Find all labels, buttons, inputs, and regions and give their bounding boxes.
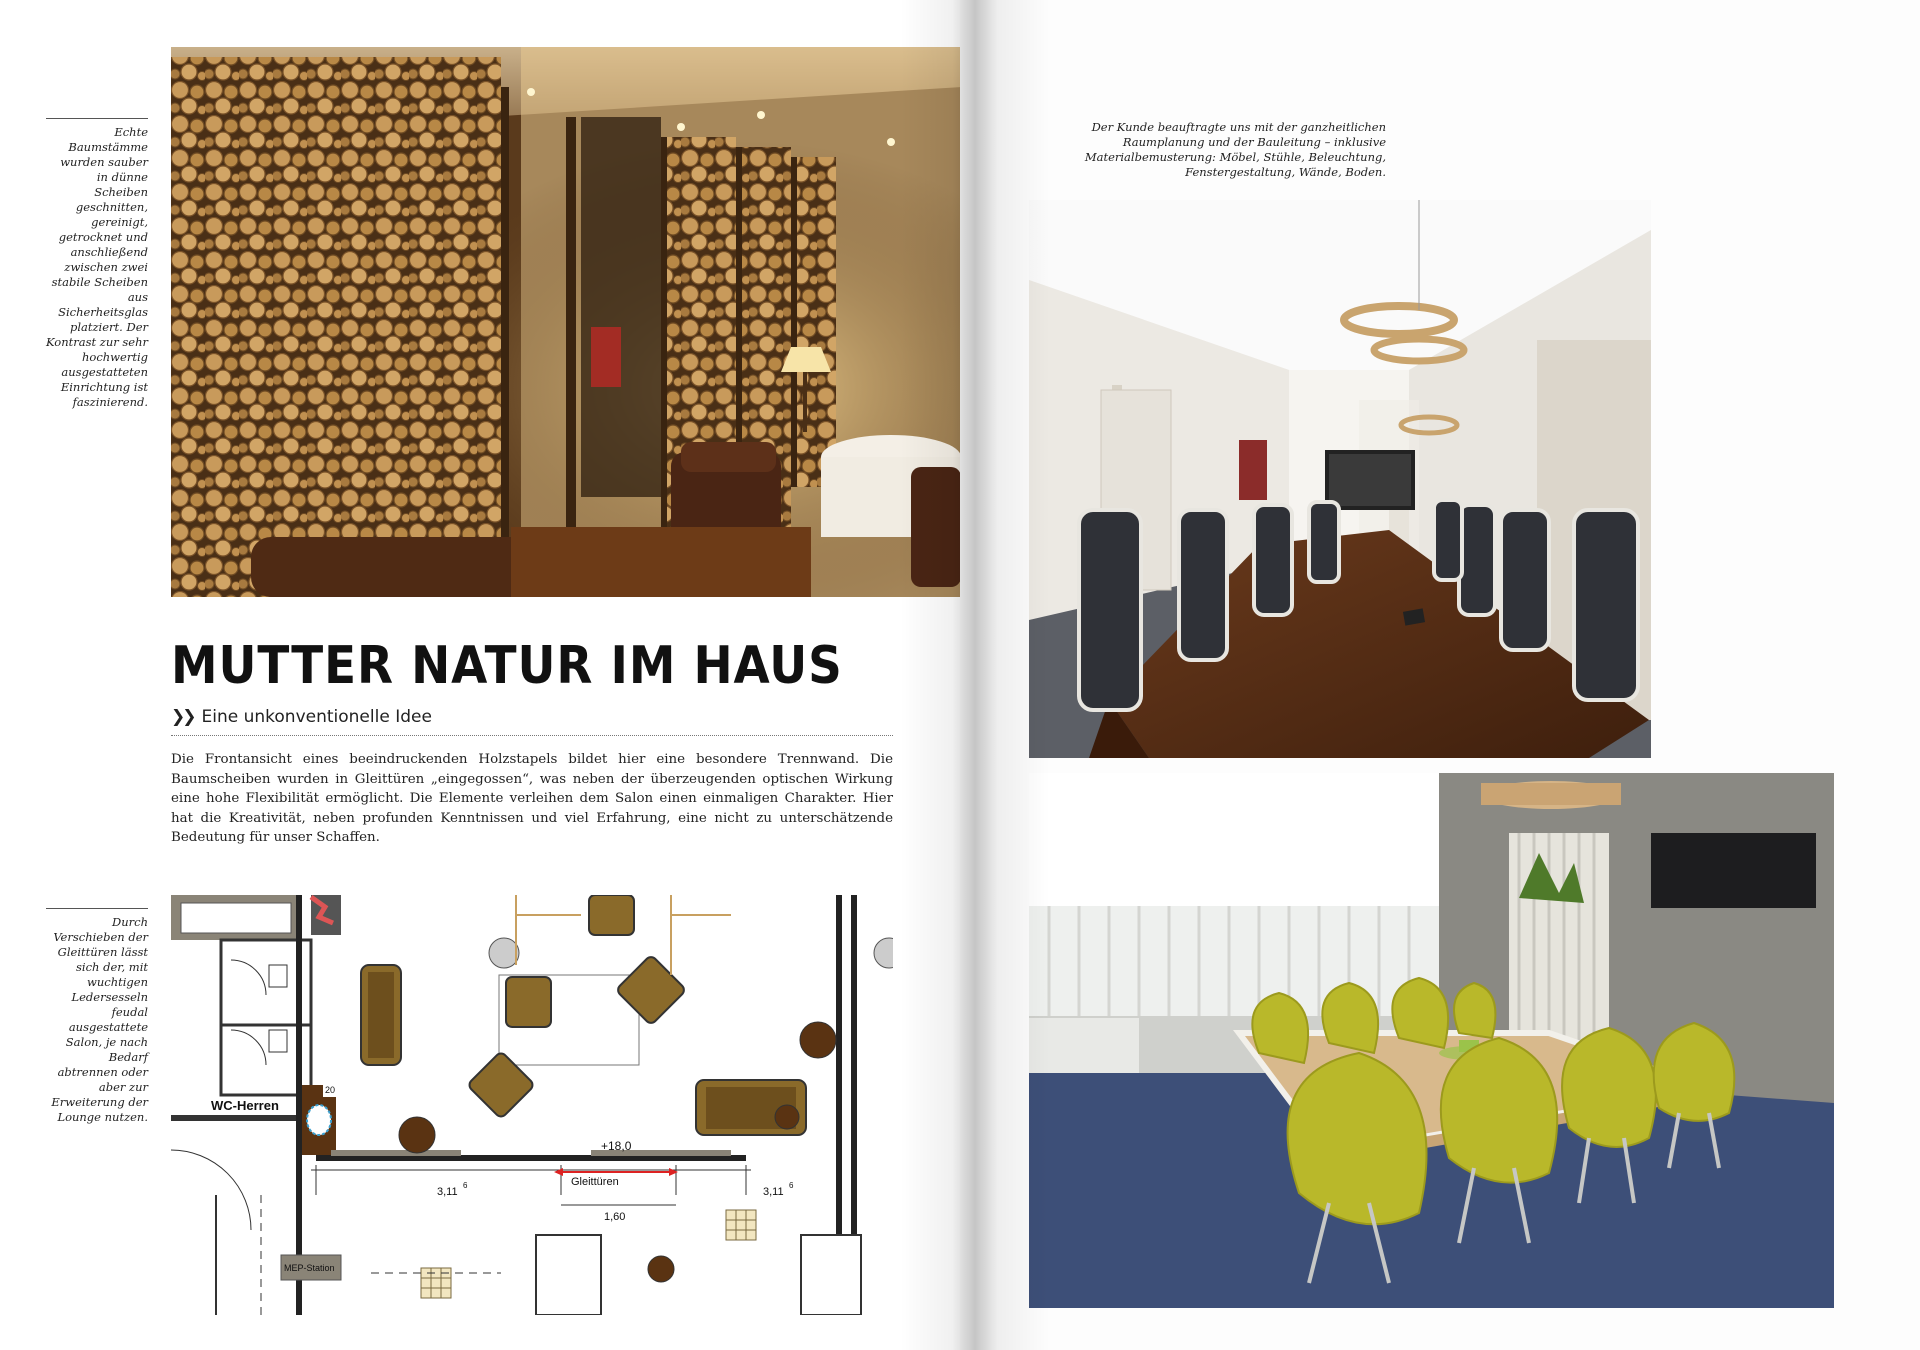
salon-wood-wall-photo [171, 47, 960, 597]
floor-plan-drawing [171, 895, 893, 1315]
room-label: WC-Herren [211, 1098, 279, 1113]
salon-photo-art [171, 47, 960, 597]
large-conference-room-photo [1029, 200, 1651, 758]
door-label: Gleittüren [571, 1176, 619, 1188]
small-conference-art [1029, 773, 1834, 1308]
small-conference-room-photo [1029, 773, 1834, 1308]
article-title: MUTTER NATUR IM HAUS [171, 636, 843, 696]
article-body: Die Frontansicht eines beeindruckenden Holzstapels bildet hier eine besondere Trennwand. Die Baumscheiben wurden in Gleittüren „eingegossen“, was neben der überzeugenden optischen Wirkung eine hohe Flexibilität ermöglicht. Die Elemente verleihen dem Salon einen einmaligen Charakter. Hier hat die Kreativität, neben profunden Kenntnissen und viel Erfahrung, eine nicht zu unterschätzende Bedeutung für unser Schaffen. [171, 752, 893, 845]
dim-right-sup: 6 [789, 1181, 794, 1190]
chevron-right-icon: ❯❯ [171, 707, 194, 727]
dim-center: 1,60 [604, 1211, 626, 1223]
dim-right: 3,11 [763, 1186, 784, 1198]
dim-left: 3,11 [437, 1186, 458, 1198]
large-conference-art [1029, 200, 1651, 758]
caption-planning: Der Kunde beauftragte uns mit der ganzheitlichen Raumplanung und der Bauleitung – inklusive Materialbemusterung: Möbel, Stühle, Beleuchtung, Fenstergestaltung, Wände, Boden. [1084, 120, 1386, 179]
floor-plan [171, 895, 893, 1315]
right-page [960, 0, 1920, 1350]
station-label: MEP-Station [284, 1263, 335, 1273]
subtitle-text: Eine unkonventionelle Idee [201, 707, 432, 727]
height-label: +18,0 [601, 1139, 632, 1153]
caption-wood-slices: Echte Baumstämme wurden sauber in dünne Scheiben geschnitten, gereinigt, getrocknet und anschließend zwischen zwei stabile Scheiben aus Sicherheitsglas platziert. Der Kontrast zur sehr hochwertig ausgestatteten Einrichtung ist faszinierend. [46, 118, 148, 410]
article-subtitle [171, 707, 893, 736]
small-dimension: 20 [325, 1085, 336, 1095]
dim-left-sup: 6 [463, 1181, 468, 1190]
caption-sliding-doors: Durch Verschieben der Gleittüren lässt sich der, mit wuchtigen Ledersesseln feudal ausgestattete Salon, je nach Bedarf abtrennen oder aber zur Erweiterung der Lounge nutzen. [46, 908, 148, 1125]
